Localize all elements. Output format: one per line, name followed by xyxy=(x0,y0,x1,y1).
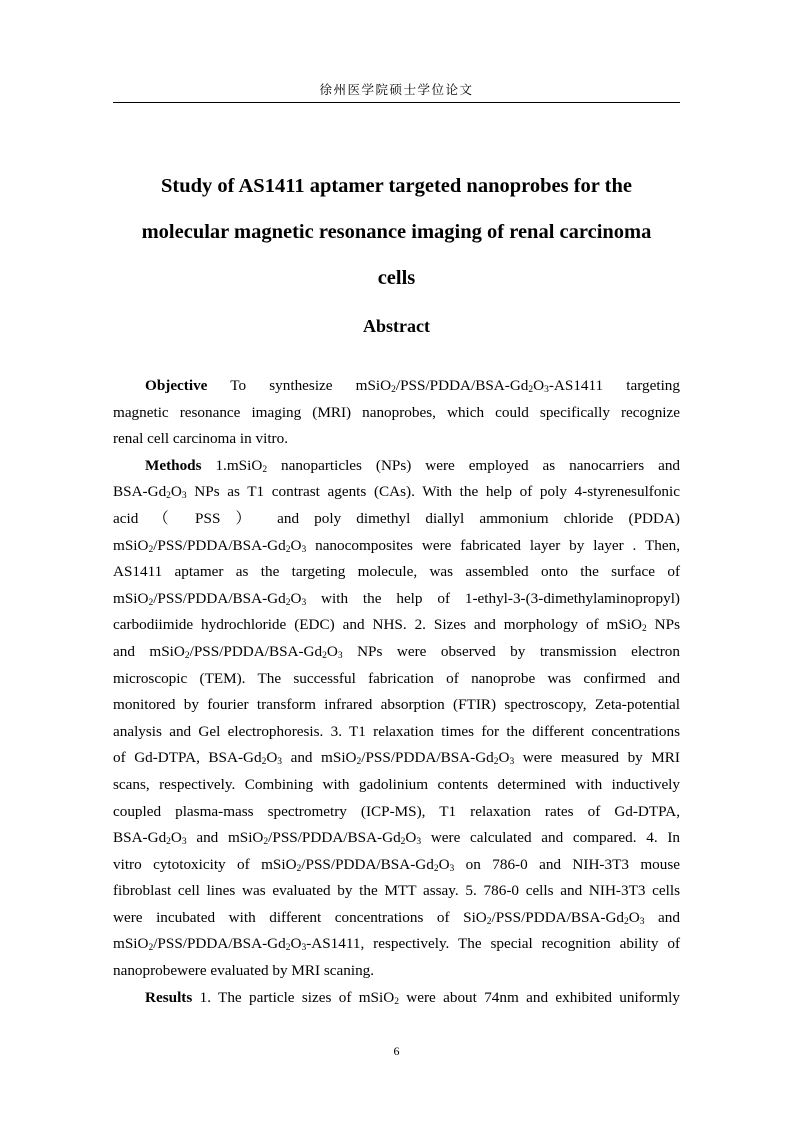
abstract-line xyxy=(113,586,680,613)
text-run: were about 74nm and exhibited uniformly xyxy=(398,988,680,1006)
subscript-text: 2 xyxy=(166,491,171,502)
text-run: O xyxy=(170,829,182,847)
abstract-body xyxy=(113,373,680,1011)
subscript-text: 3 xyxy=(301,597,307,608)
subscript-text: 3 xyxy=(301,544,307,555)
text-run: acid （ PSS ） and poly dimethyl diallyl ammonium chloride (PDDA) xyxy=(113,509,680,527)
header-rule xyxy=(113,102,680,103)
abstract-line xyxy=(113,479,680,506)
abstract-line xyxy=(113,373,680,400)
text-run: AS1411 aptamer as the targeting molecule, was assembled onto the surface of xyxy=(113,563,680,581)
subscript-text: 2 xyxy=(433,863,439,874)
text-run: O xyxy=(290,589,302,607)
subscript-text: 2 xyxy=(322,650,327,661)
text-run: O xyxy=(533,377,545,394)
abstract-line xyxy=(113,772,680,799)
text-run: BSA-Gd xyxy=(113,483,167,501)
text-run: mSiO xyxy=(113,935,149,953)
text-run: /PSS/PDDA/BSA-Gd xyxy=(491,908,625,926)
subscript-text: 2 xyxy=(285,597,291,608)
subscript-text: 3 xyxy=(416,837,422,848)
subscript-text: 3 xyxy=(337,650,343,661)
text-run: NPs were observed by transmission electron xyxy=(342,642,680,660)
text-run: fibroblast cell lines was evaluated by the MTT assay. 5. 786-0 cells and NIH-3T3 cells xyxy=(113,882,680,900)
text-run: mSiO xyxy=(113,536,149,554)
page-number: 6 xyxy=(393,1044,400,1058)
abstract-line xyxy=(113,878,680,905)
abstract-line xyxy=(113,958,680,985)
abstract-line xyxy=(113,400,680,427)
abstract-heading: Abstract xyxy=(363,316,430,336)
subscript-text: 2 xyxy=(624,916,629,927)
subscript-text: 3 xyxy=(509,757,515,768)
text-run: /PSS/PDDA/BSA-Gd xyxy=(268,829,401,847)
text-run: NPs as T1 contrast agents (CAs). With the help of poly 4-styrenesulfonic xyxy=(186,483,680,501)
abstract-line xyxy=(113,931,680,958)
text-run: and mSiO xyxy=(282,749,357,767)
text-run: nanoprobewere evaluated by MRI scaning. xyxy=(113,962,375,980)
title-line-2: molecular magnetic resonance imaging of renal carcinoma xyxy=(141,221,652,243)
text-run: magnetic resonance imaging (MRI) nanoprobes, which could specifically recognize xyxy=(113,403,680,421)
subscript-text: 3 xyxy=(301,943,307,954)
section-label: Methods xyxy=(145,456,202,474)
abstract-line xyxy=(113,666,680,693)
subscript-text: 2 xyxy=(263,837,269,848)
abstract-line xyxy=(113,719,680,746)
subscript-text: 2 xyxy=(400,837,406,848)
subscript-text: 2 xyxy=(285,544,291,555)
text-run: /PSS/PDDA/BSA-Gd xyxy=(153,589,286,607)
text-run: /PSS/PDDA/BSA-Gd xyxy=(189,642,323,660)
text-run: of Gd-DTPA, BSA-Gd xyxy=(113,749,262,767)
section-label: Results xyxy=(145,988,193,1006)
text-run: O xyxy=(405,829,417,847)
text-run: vitro cytotoxicity of mSiO xyxy=(113,855,297,873)
text-run: were measured by MRI xyxy=(514,749,680,767)
subscript-text: 2 xyxy=(296,863,302,874)
text-run: renal cell carcinoma in vitro. xyxy=(113,430,288,448)
text-run: /PSS/PDDA/BSA-Gd xyxy=(153,536,286,554)
abstract-line xyxy=(113,453,680,480)
subscript-text: 3 xyxy=(181,491,187,502)
text-run: monitored by fourier transform infrared absorption (FTIR) spectroscopy, Zeta-potential xyxy=(113,696,680,714)
subscript-text: 2 xyxy=(261,757,267,768)
abstract-line xyxy=(113,639,680,666)
text-run: 1.mSiO xyxy=(201,456,263,474)
text-run: O xyxy=(290,536,302,554)
text-run: NPs xyxy=(646,616,681,634)
abstract-line xyxy=(113,612,680,639)
text-run: coupled plasma-mass spectrometry (ICP-MS), T1 relaxation rates of Gd-DTPA, xyxy=(113,802,680,820)
text-run: 1. The particle sizes of mSiO xyxy=(192,988,395,1006)
subscript-text: 3 xyxy=(449,863,455,874)
subscript-text: 2 xyxy=(356,757,362,768)
abstract-line xyxy=(113,426,680,453)
text-run: mSiO xyxy=(113,589,149,607)
text-run: O xyxy=(170,483,182,501)
subscript-text: 2 xyxy=(285,943,291,954)
subscript-text: 2 xyxy=(262,464,268,475)
subscript-text: 2 xyxy=(148,943,154,954)
abstract-line xyxy=(113,825,680,852)
text-run: scans, respectively. Combining with gadolinium contents determined with inductively xyxy=(113,775,680,793)
text-run: were calculated and compared. 4. In xyxy=(421,829,680,847)
running-header: 徐州医学院硕士学位论文 xyxy=(319,82,474,97)
subscript-text: 2 xyxy=(184,650,190,661)
text-run: nanoparticles (NPs) were employed as nanocarriers and xyxy=(267,456,681,474)
abstract-line xyxy=(113,533,680,560)
section-label: Objective xyxy=(145,377,208,394)
text-run: with the help of 1-ethyl-3-(3-dimethylaminopropyl) xyxy=(306,589,680,607)
abstract-line xyxy=(113,852,680,879)
subscript-text: 2 xyxy=(148,597,154,608)
subscript-text: 3 xyxy=(639,916,645,927)
subscript-text: 2 xyxy=(394,996,399,1007)
text-run: O xyxy=(628,908,640,926)
text-run: O xyxy=(498,749,510,767)
paper-title xyxy=(113,163,680,301)
subscript-text: 2 xyxy=(642,624,647,635)
abstract-line xyxy=(113,506,680,533)
text-run: /PSS/PDDA/BSA-Gd xyxy=(395,377,529,394)
text-run: analysis and Gel electrophoresis. 3. T1 relaxation times for the different concentrations xyxy=(113,722,680,740)
subscript-text: 3 xyxy=(277,757,283,768)
abstract-line xyxy=(113,985,680,1012)
subscript-text: 3 xyxy=(181,837,187,848)
text-run: To synthesize mSiO xyxy=(207,377,392,394)
abstract-line xyxy=(113,905,680,932)
subscript-text: 2 xyxy=(486,916,492,927)
text-run: /PSS/PDDA/BSA-Gd xyxy=(361,749,494,767)
abstract-line xyxy=(113,799,680,826)
abstract-line xyxy=(113,559,680,586)
text-run: were incubated with different concentrations of SiO xyxy=(113,908,487,926)
text-run: -AS1411, respectively. The special recognition ability of xyxy=(306,935,680,953)
text-run: O xyxy=(266,749,278,767)
subscript-text: 2 xyxy=(528,385,534,395)
text-run: O xyxy=(290,935,302,953)
text-run: and mSiO xyxy=(186,829,264,847)
text-run: nanocomposites were fabricated layer by layer . Then, xyxy=(306,536,680,554)
text-run: /PSS/PDDA/BSA-Gd xyxy=(153,935,286,953)
text-run: and mSiO xyxy=(113,642,185,660)
subscript-text: 2 xyxy=(391,385,396,395)
text-run: carbodiimide hydrochloride (EDC) and NHS. 2. Sizes and morphology of mSiO xyxy=(113,616,642,634)
subscript-text: 3 xyxy=(544,385,549,395)
text-run: microscopic (TEM). The successful fabrication of nanoprobe was confirmed and xyxy=(113,669,680,687)
title-line-1: Study of AS1411 aptamer targeted nanoprobes for the xyxy=(161,175,632,197)
subscript-text: 2 xyxy=(493,757,499,768)
text-run: on 786-0 and NIH-3T3 mouse xyxy=(454,855,680,873)
title-line-3: cells xyxy=(377,267,416,289)
abstract-line xyxy=(113,692,680,719)
subscript-text: 2 xyxy=(166,837,171,848)
subscript-text: 2 xyxy=(148,544,154,555)
text-run: and xyxy=(644,908,680,926)
text-run: /PSS/PDDA/BSA-Gd xyxy=(301,855,434,873)
abstract-line xyxy=(113,745,680,772)
text-run: -AS1411 targeting xyxy=(548,377,680,394)
text-run: BSA-Gd xyxy=(113,829,167,847)
text-run: O xyxy=(326,642,338,660)
text-run: O xyxy=(438,855,450,873)
